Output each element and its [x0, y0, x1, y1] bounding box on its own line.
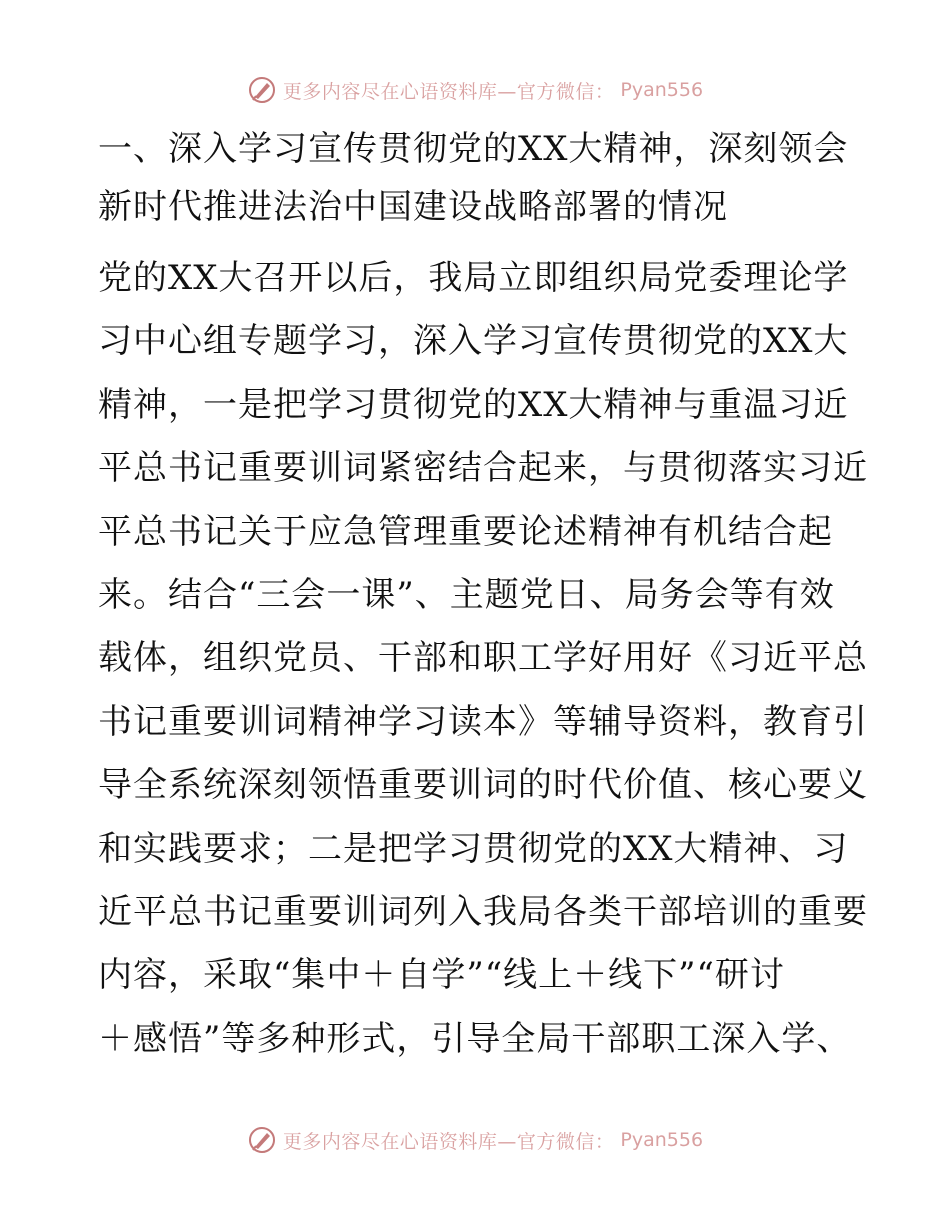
body-line: 党的XX大召开以后，我局立即组织局党委理论学 [98, 258, 849, 298]
body-line: 内容，采取“集中＋自学”“线上＋线下”“研讨 [98, 955, 785, 996]
quill-pen-logo-icon [247, 1125, 277, 1155]
watermark-text: 更多内容尽在心语资料库—官方微信： [282, 1130, 615, 1153]
body-line: 平总书记关于应急管理重要论述精神有机结合起 [98, 511, 833, 552]
body-line: 习中心组专题学习，深入学习宣传贯彻党的XX大 [98, 321, 849, 362]
watermark-text: 更多内容尽在心语资料库—官方微信： [282, 80, 615, 103]
body-line: 载体，组织党员、干部和职工学好用好《习近平总 [98, 638, 868, 679]
watermark-header [0, 72, 950, 108]
body-paragraph [98, 247, 868, 1071]
body-line: ＋感悟”等多种形式，引导全局干部职工深入学、 [98, 1018, 852, 1059]
body-line: 近平总书记重要训词列入我局各类干部培训的重要 [98, 892, 868, 933]
heading-line: 一、深入学习宣传贯彻党的XX大精神，深刻领会 [98, 129, 849, 169]
watermark-wechat-id: Pyan556 [620, 1129, 704, 1151]
body-line: 导全系统深刻领悟重要训词的时代价值、核心要义 [98, 765, 868, 806]
watermark-footer [0, 1122, 950, 1158]
body-line: 精神，一是把学习贯彻党的XX大精神与重温习近 [98, 384, 849, 425]
body-line: 平总书记重要训词紧密结合起来，与贯彻落实习近 [98, 448, 868, 489]
heading-line: 新时代推进法治中国建设战略部署的情况 [98, 187, 728, 227]
body-line: 书记重要训词精神学习读本》等辅导资料，教育引 [98, 701, 868, 742]
quill-pen-logo-icon [247, 75, 277, 105]
body-line: 和实践要求；二是把学习贯彻党的XX大精神、习 [98, 828, 849, 869]
body-line: 来。结合“三会一课”、主题党日、局务会等有效 [98, 575, 835, 616]
watermark-wechat-id: Pyan556 [620, 79, 704, 101]
section-heading [98, 120, 858, 236]
